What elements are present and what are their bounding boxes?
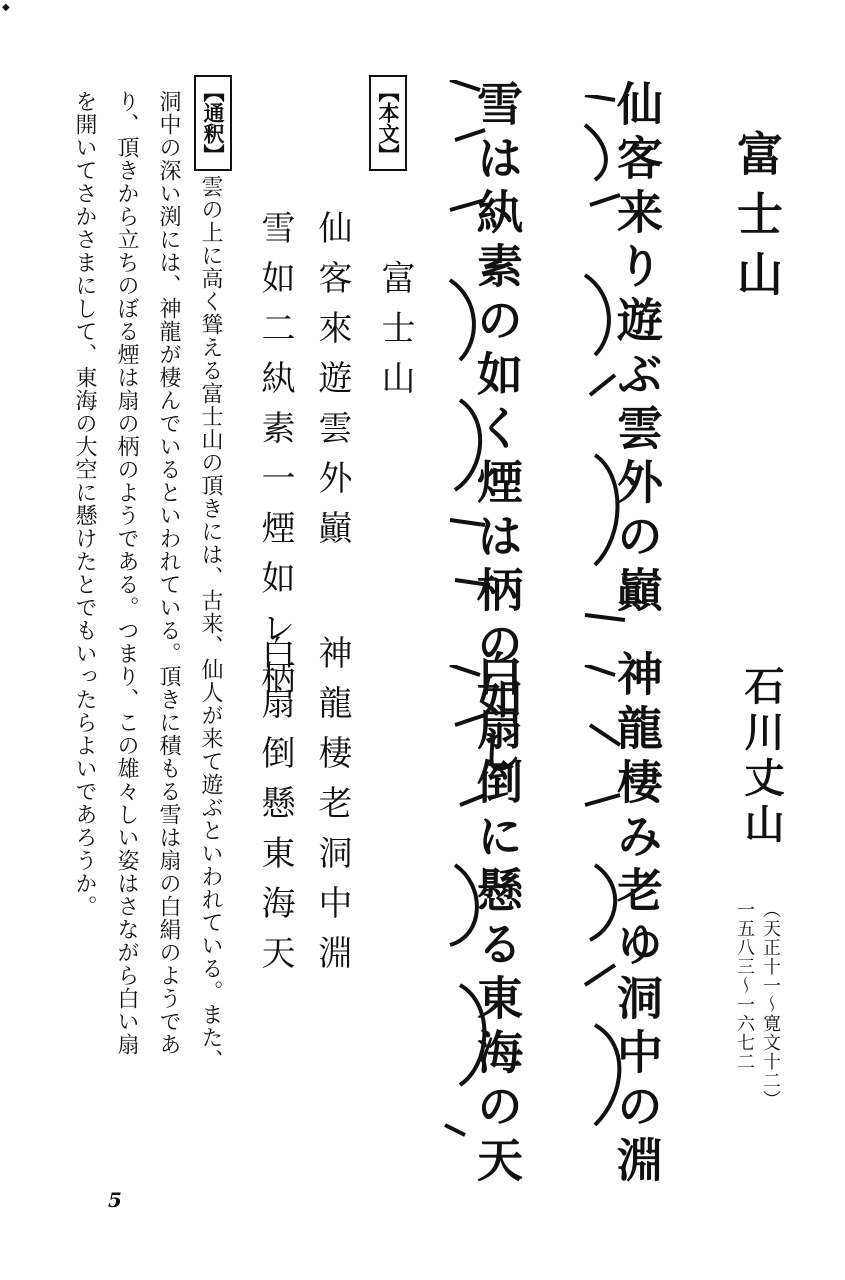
corner-mark: ◆	[2, 2, 10, 13]
chant-mark-3-icon	[440, 80, 500, 640]
author-dates-era: （天正十一〜寛文十二）	[760, 900, 781, 1109]
honbun-line-1a: 仙客來遊雲外巓	[312, 210, 352, 560]
honbun-label: 【本文】	[369, 75, 407, 171]
honbun-line-1b: 神龍棲老洞中淵	[312, 635, 352, 985]
tsuyaku-line-1: 雲の上に高く聳える富士山の頂きには、古来、仙人が来て遊ぶといわれている。また、	[198, 175, 223, 1072]
chant-mark-2-icon	[575, 665, 635, 1145]
tsuyaku-line-4: を開いてさかさまにして、東海の大空に懸けたとでもいったらよいであろうか。	[72, 90, 97, 918]
honbun-title: 富士山	[375, 260, 415, 410]
verse-line-1a: 仙客来り遊ぶ雲外の巓	[610, 80, 664, 620]
chant-mark-1-icon	[575, 95, 635, 655]
verse-line-2b: 白扇倒に懸る東海の天	[470, 650, 524, 1190]
tsuyaku-line-3: り、頂きから立ちのぼる煙は扇の柄のようである。つまり、この雄々しい姿はさながら白い扇	[114, 90, 139, 1056]
author-dates-years: 一五八三〜一六七二	[734, 900, 755, 1071]
honbun-line-2b: 白扇倒懸東海天	[255, 635, 295, 985]
poem-title: 富士山	[730, 130, 784, 310]
honbun-line-2a: 雪如二紈素一煙如レ柄	[255, 210, 295, 710]
poem-author: 石川丈山	[738, 665, 785, 849]
tsuyaku-line-2: 洞中の深い渕には、神龍が棲んでいるといわれている。頂きに積もる雪は扇の白絹のようであ	[156, 90, 181, 1056]
page-number: 5	[108, 1188, 122, 1212]
chant-mark-4-icon	[440, 665, 500, 1145]
author-dates	[731, 900, 783, 1109]
verse-line-1b: 神龍棲み老ゆ洞中の淵	[610, 650, 664, 1190]
verse-line-2a: 雪は紈素の如く煙は柄の如し	[470, 80, 524, 782]
tsuyaku-label: 【通釈】	[194, 75, 232, 171]
